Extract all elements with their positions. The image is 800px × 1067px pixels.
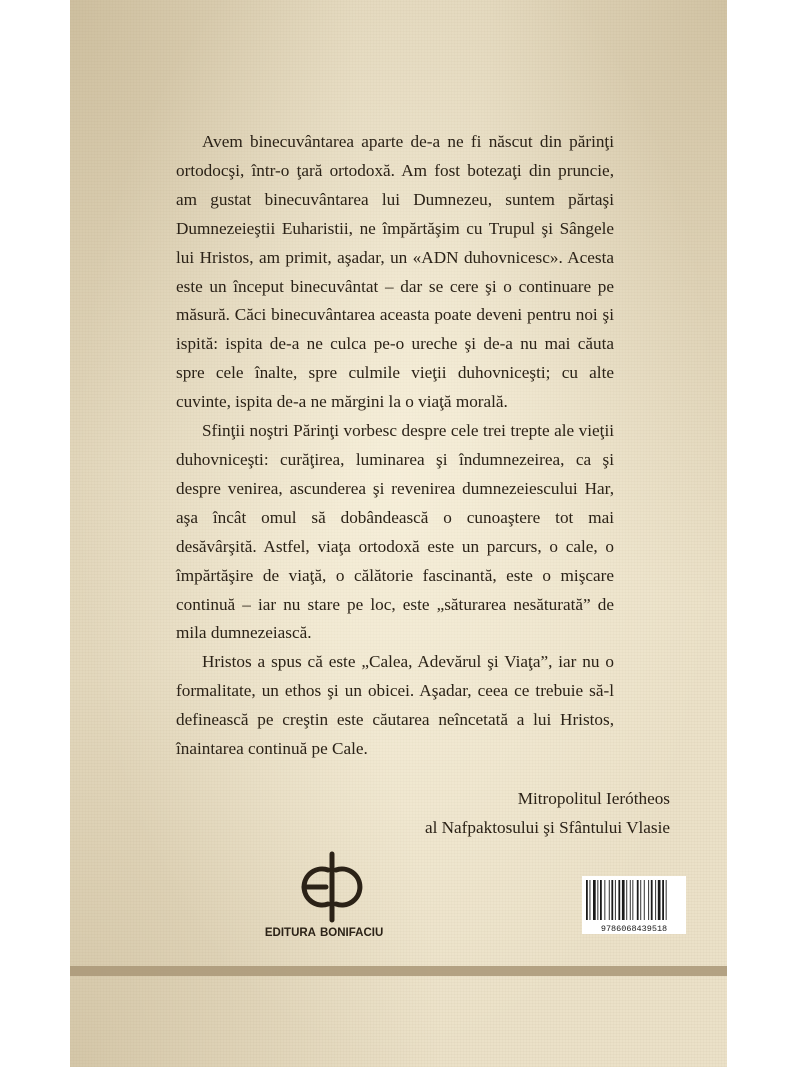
publisher-name-1: EDITURA [264, 927, 316, 939]
blurb-paragraph-2: Sfinţii noştri Părinţi vorbesc despre cele trei trepte ale vieţii duhovniceşti: curăţirea, luminarea şi îndumnezeirea, ca şi despre venirea, ascunderea şi revenirea dumnezeiescului Har, aşa încât omul să dobândească o cunoaştere tot mai desăvârşită. Astfel, viaţa ortodoxă este un parcurs, o cale, o împărtăşire de viaţă, o călătorie fascinantă, este o mişcare continuă – iar nu stare pe loc, este „săturarea nesăturată” de mila dumnezeiască. [176, 421, 614, 643]
barcode-digits: 9786068439518 [600, 924, 668, 934]
barcode-bar [630, 880, 631, 920]
barcode-bar [597, 880, 598, 920]
barcode-bar [586, 880, 588, 920]
barcode-bar [658, 880, 661, 920]
back-cover [70, 0, 727, 1067]
isbn-barcode [582, 876, 686, 934]
author-signature [370, 785, 670, 842]
barcode-bar [604, 880, 605, 920]
barcode-bar [648, 880, 649, 920]
barcode-bar [609, 880, 610, 920]
blurb-paragraph-3: Hristos a spus că este „Calea, Adevărul şi Viaţa”, iar nu o formalitate, un ethos şi un obicei. Aşadar, ceea ce trebuie să-l definească pe creştin este căutarea neîncetată a lui Hristos, înaintarea continuă pe Cale. [176, 652, 614, 759]
bottom-band [70, 966, 727, 976]
blurb-text [176, 128, 614, 764]
barcode-bar [618, 880, 620, 920]
barcode-bar [600, 880, 602, 920]
barcode-bar [632, 880, 633, 920]
barcode-bar [655, 880, 656, 920]
author-title: al Nafpaktosului şi Sfântului Vlasie [424, 817, 670, 837]
barcode-bar [644, 880, 645, 920]
publisher-name-2: BONIFACIU [320, 927, 384, 939]
blurb-paragraph-1: Avem binecuvântarea aparte de-a ne fi născut din părinţi ortodocşi, într-o ţară ortodoxă. Am fost botezaţi din pruncie, am gustat binecuvântarea lui Dumnezeu, suntem părtaşi Dumnezeieştii Euharistii, ne împărtăşim cu Trupul şi Sângele lui Hristos, am primit, aşadar, un «ADN duhovnicesc». Acesta este un început binecuvântat – dar se cere şi o continuare pe măsură. Căci binecuvântarea aceasta poate deveni pentru noi şi ispită: ispita de-a ne culca pe-o ureche şi de-a nu mai căuta spre cele înalte, spre culmile vieţii duhovniceşti; cu alte cuvinte, ispita de-a ne mărgini la o viaţă morală. [176, 132, 614, 412]
barcode-bar [615, 880, 616, 920]
publisher-logo-icon [260, 848, 410, 944]
barcode-bar [611, 880, 613, 920]
barcode-bar [626, 880, 627, 920]
barcode-bar [590, 880, 591, 920]
barcode-bar [662, 880, 664, 920]
author-name: Mitropolitul Ierótheos [517, 789, 670, 808]
barcode-icon [582, 876, 686, 934]
barcode-bar [593, 880, 596, 920]
barcode-bar [622, 880, 625, 920]
barcode-bar [637, 880, 639, 920]
barcode-bar [640, 880, 641, 920]
barcode-bar [651, 880, 653, 920]
barcode-bar [666, 880, 667, 920]
